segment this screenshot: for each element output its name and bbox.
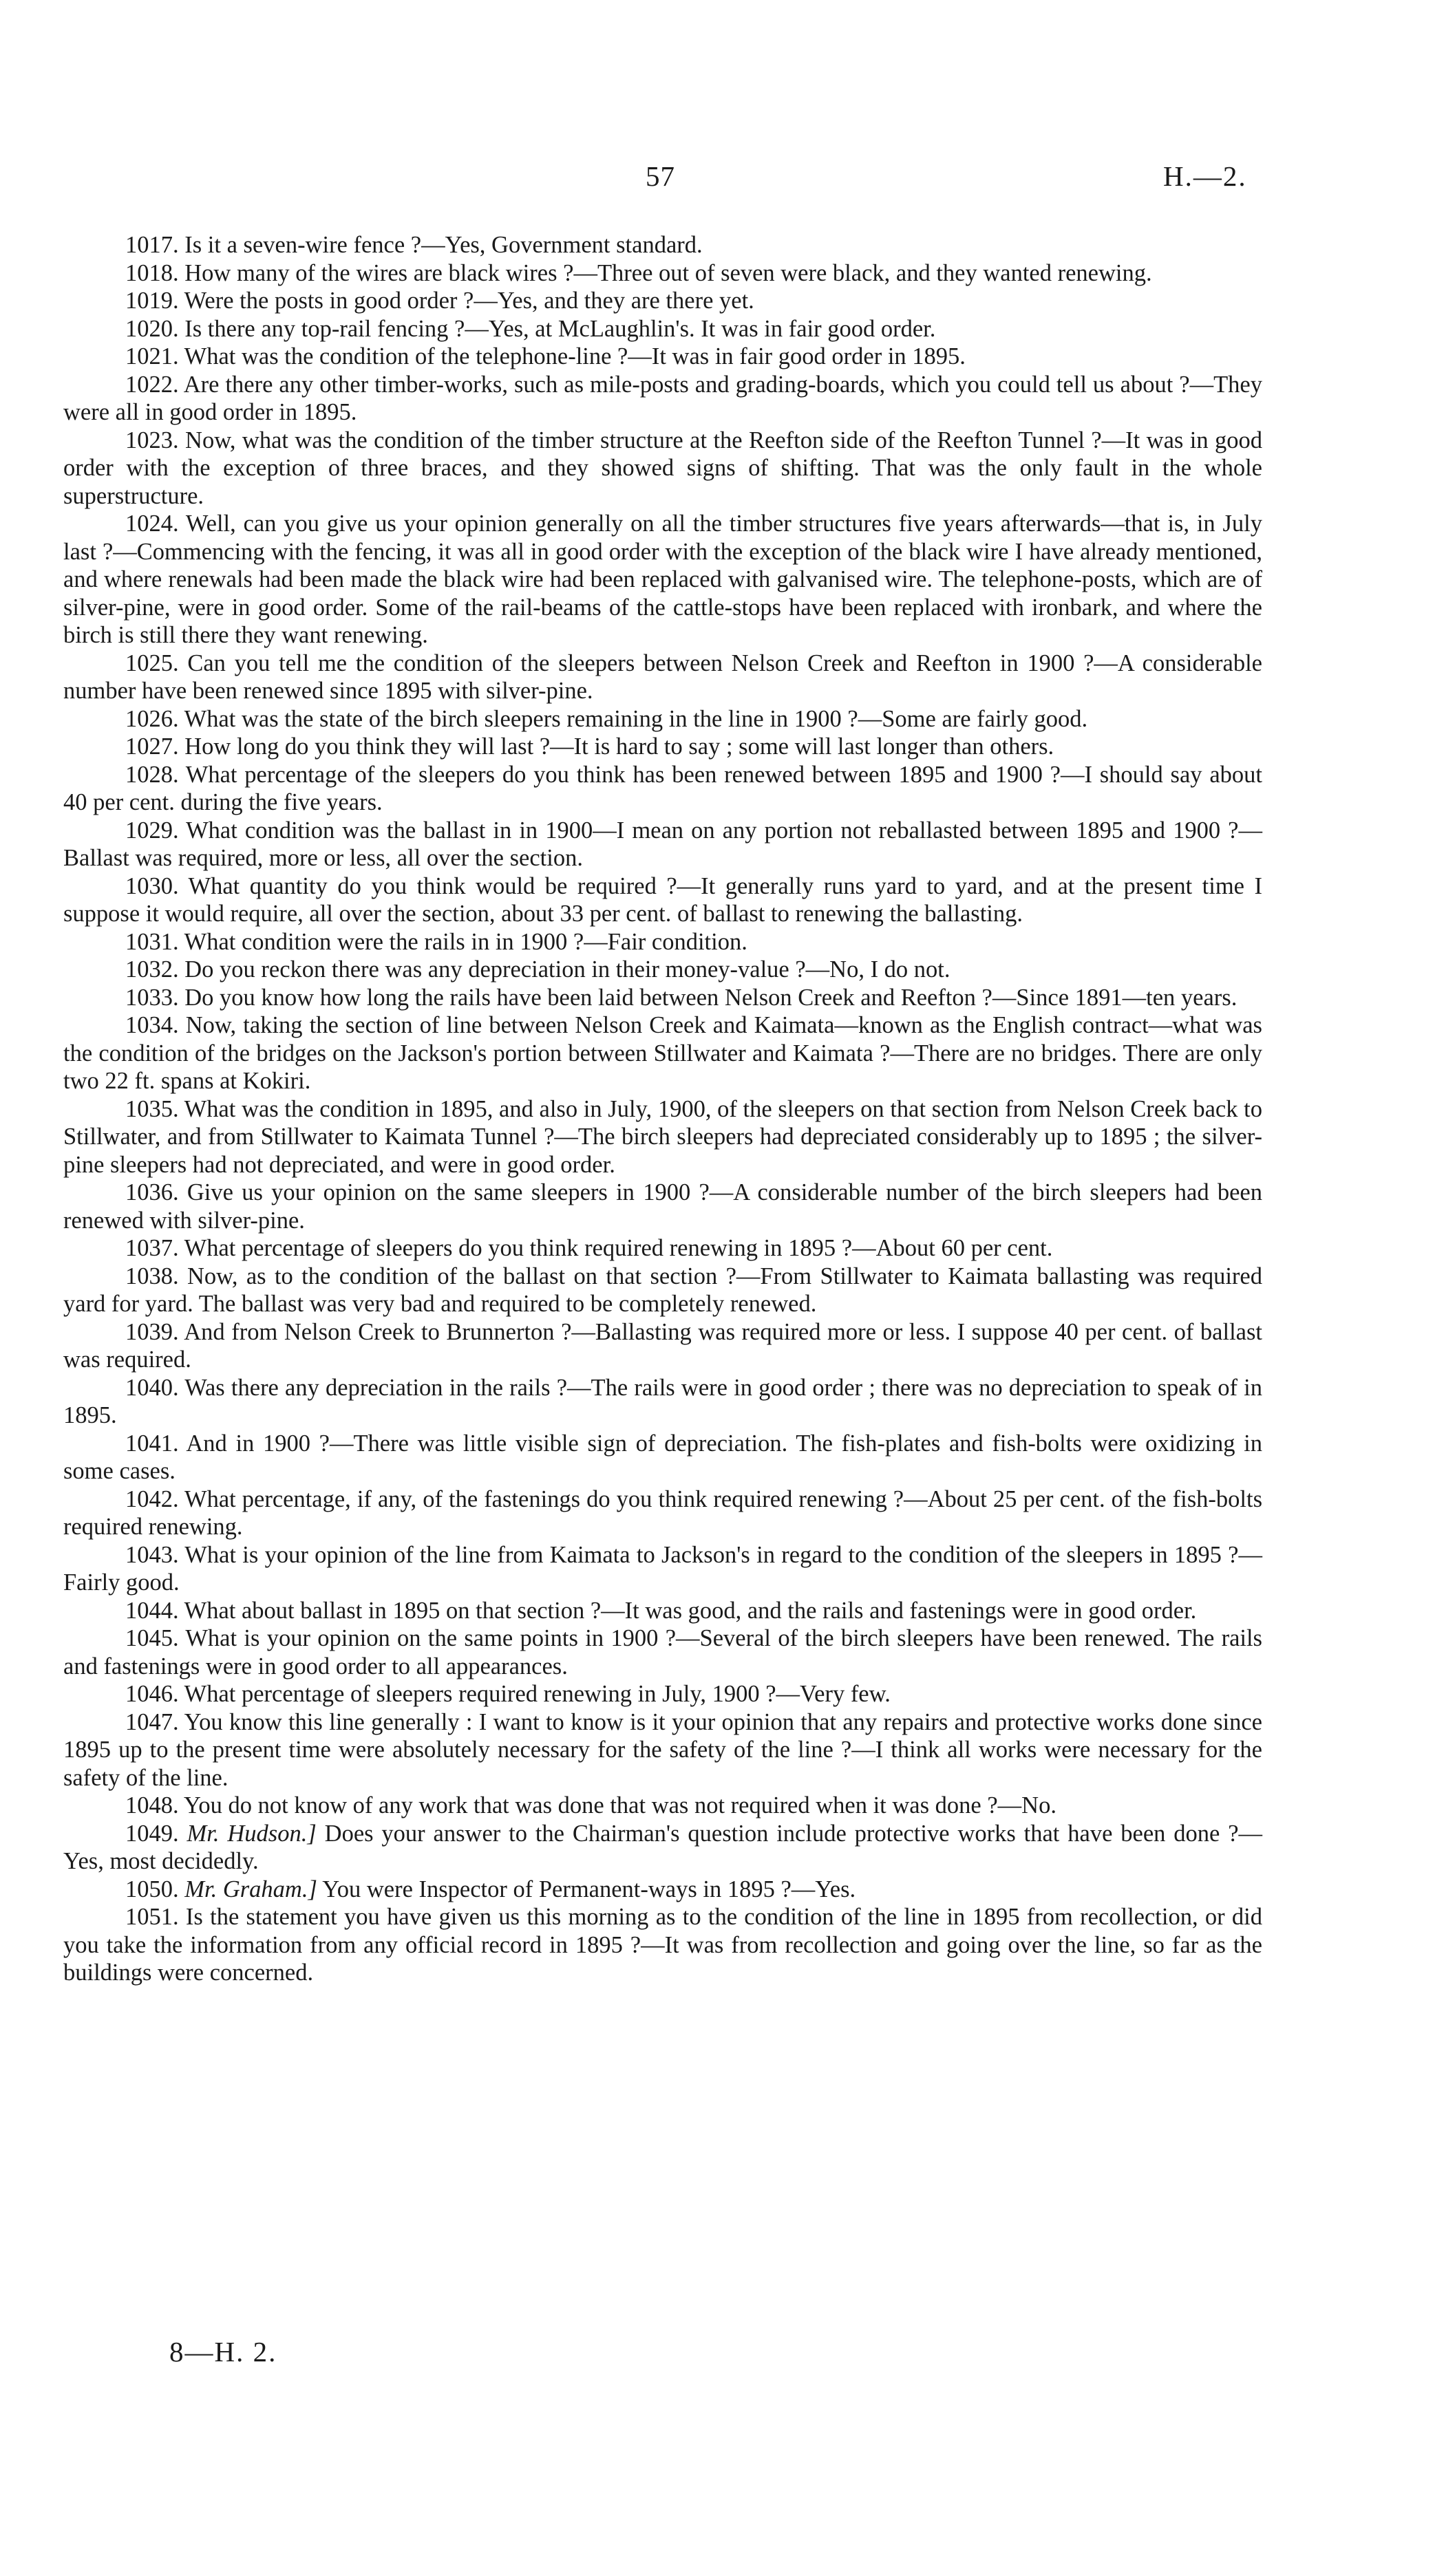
speaker-name: Mr. Hudson.] bbox=[187, 1820, 317, 1847]
question-number: 1049. bbox=[125, 1820, 179, 1847]
paragraph-1041: 1041. And in 1900 ?—There was little visible sign of depreciation. The fish-plates and fish-bolts were oxidizing in some cases. bbox=[63, 1430, 1262, 1484]
paragraph-1044: 1044. What about ballast in 1895 on that section ?—It was good, and the rails and fastenings were in good order. bbox=[125, 1597, 1197, 1624]
paragraph-1032: 1032. Do you reckon there was any depreciation in their money-value ?—No, I do not. bbox=[125, 956, 950, 983]
paragraph-1051: 1051. Is the statement you have given us this morning as to the condition of the line in 1895 from recollection, or did you take the information from any official record in 1895 ?—It was from recollection and going over the line, so far as the buildings were concerned. bbox=[63, 1904, 1262, 1986]
question-number: 1050. bbox=[125, 1876, 179, 1902]
paragraph-1034: 1034. Now, taking the section of line between Nelson Creek and Kaimata—known as the English contract—what was the condition of the bridges on the Jackson's portion between Stillwater and Kaimata ?—There are no bridges. There are only two 22 ft. spans at Kokiri. bbox=[63, 1012, 1262, 1094]
paragraph-1028: 1028. What percentage of the sleepers do you think has been renewed between 1895 and 1900 ?—I should say about 40 per cent. during the five years. bbox=[63, 761, 1262, 815]
paragraph-1047: 1047. You know this line generally : I want to know is it your opinion that any repairs and protective works done since 1895 up to the present time were absolutely necessary for the safety of the line ?—I think all works were necessary for the safety of the line. bbox=[63, 1708, 1262, 1791]
printer-signature: 8—H. 2. bbox=[169, 2336, 277, 2368]
paragraph-1018: 1018. How many of the wires are black wires ?—Three out of seven were black, and they wanted renewing. bbox=[125, 259, 1152, 286]
question-text: Does your answer to the Chairman's question include protective works that have been done ?—Yes, most decidedly. bbox=[63, 1820, 1263, 1874]
paragraph-1025: 1025. Can you tell me the condition of the sleepers between Nelson Creek and Reefton in 1900 ?—A considerable number have been renewed since 1895 with silver-pine. bbox=[63, 650, 1262, 704]
paragraph-1021: 1021. What was the condition of the telephone-line ?—It was in fair good order in 1895. bbox=[125, 343, 966, 369]
question-text: You were Inspector of Permanent-ways in 1895 ?—Yes. bbox=[322, 1876, 856, 1902]
paragraph-1029: 1029. What condition was the ballast in in 1900—I mean on any portion not reballasted between 1895 and 1900 ?—Ballast was required, more or less, all over the section. bbox=[63, 817, 1262, 871]
paragraph-1027: 1027. How long do you think they will last ?—It is hard to say ; some will last longer than others. bbox=[125, 733, 1054, 760]
paragraph-1036: 1036. Give us your opinion on the same sleepers in 1900 ?—A considerable number of the birch sleepers had been renewed with silver-pine. bbox=[63, 1179, 1262, 1234]
paragraph-1017: 1017. Is it a seven-wire fence ?—Yes, Government standard. bbox=[125, 232, 703, 258]
paragraph-1039: 1039. And from Nelson Creek to Brunnerton ?—Ballasting was required more or less. I suppose 40 per cent. of ballast was required. bbox=[63, 1318, 1262, 1373]
paragraph-1031: 1031. What condition were the rails in in 1900 ?—Fair condition. bbox=[125, 928, 747, 955]
paragraph-1038: 1038. Now, as to the condition of the ballast on that section ?—From Stillwater to Kaimata ballasting was required yard for yard. The ballast was very bad and required to be completely renewed. bbox=[63, 1263, 1262, 1317]
paragraph-1040: 1040. Was there any depreciation in the rails ?—The rails were in good order ; there was no depreciation to speak of in 1895. bbox=[63, 1374, 1262, 1428]
testimony-body bbox=[63, 231, 1262, 1987]
paragraph-1037: 1037. What percentage of sleepers do you think required renewing in 1895 ?—About 60 per cent. bbox=[125, 1235, 1053, 1261]
paragraph-1020: 1020. Is there any top-rail fencing ?—Yes, at McLaughlin's. It was in fair good order. bbox=[125, 315, 936, 342]
paragraph-1049 bbox=[63, 1820, 1262, 1876]
paragraph-1046: 1046. What percentage of sleepers required renewing in July, 1900 ?—Very few. bbox=[125, 1681, 891, 1707]
paragraph-1022: 1022. Are there any other timber-works, such as mile-posts and grading-boards, which you could tell us about ?—They were all in good order in 1895. bbox=[63, 371, 1262, 425]
paragraph-1043: 1043. What is your opinion of the line from Kaimata to Jackson's in regard to the condition of the sleepers in 1895 ?—Fairly good. bbox=[63, 1541, 1262, 1596]
paragraph-1050 bbox=[63, 1876, 1262, 1904]
page-header bbox=[0, 160, 1455, 201]
paragraph-1030: 1030. What quantity do you think would be required ?—It generally runs yard to yard, and at the present time I suppose it would require, all over the section, about 33 per cent. of ballast to renewing the ballasting. bbox=[63, 872, 1262, 927]
paragraph-1026: 1026. What was the state of the birch sleepers remaining in the line in 1900 ?—Some are fairly good. bbox=[125, 705, 1088, 732]
page-number: 57 bbox=[646, 160, 675, 192]
paragraph-1045: 1045. What is your opinion on the same points in 1900 ?—Several of the birch sleepers have been renewed. The rails and fastenings were in good order to all appearances. bbox=[63, 1625, 1262, 1679]
paragraph-1035: 1035. What was the condition in 1895, and also in July, 1900, of the sleepers on that section from Nelson Creek back to Stillwater, and from Stillwater to Kaimata Tunnel ?—The birch sleepers had depreciated considerably up to 1895 ; the silver-pine sleepers had not depreciated, and were in good order. bbox=[63, 1095, 1262, 1178]
speaker-name: Mr. Graham.] bbox=[184, 1876, 317, 1902]
paragraph-1023: 1023. Now, what was the condition of the timber structure at the Reefton side of the Reefton Tunnel ?—It was in good order with the exception of three braces, and they showed signs of shifting. That was the only fault in the whole superstructure. bbox=[63, 427, 1262, 509]
paragraph-1024: 1024. Well, can you give us your opinion generally on all the timber structures five years afterwards—that is, in July last ?—Commencing with the fencing, it was all in good order with the exception of the black wire I have already mentioned, and where renewals had been made the black wire had been replaced with galvanised wire. The telephone-posts, which are of silver-pine, were in good order. Some of the rail-beams of the cattle-stops have been replaced with ironbark, and where the birch is still there they want renewing. bbox=[63, 511, 1262, 648]
paragraph-1042: 1042. What percentage, if any, of the fastenings do you think required renewing ?—About 25 per cent. of the fish-bolts required renewing. bbox=[63, 1485, 1262, 1540]
paragraph-1033: 1033. Do you know how long the rails have been laid between Nelson Creek and Reefton ?—Since 1891—ten years. bbox=[125, 984, 1238, 1011]
paragraph-1048: 1048. You do not know of any work that was done that was not required when it was done ?—No. bbox=[125, 1792, 1056, 1818]
document-code: H.—2. bbox=[1163, 160, 1247, 192]
paragraph-1019: 1019. Were the posts in good order ?—Yes, and they are there yet. bbox=[125, 288, 754, 314]
